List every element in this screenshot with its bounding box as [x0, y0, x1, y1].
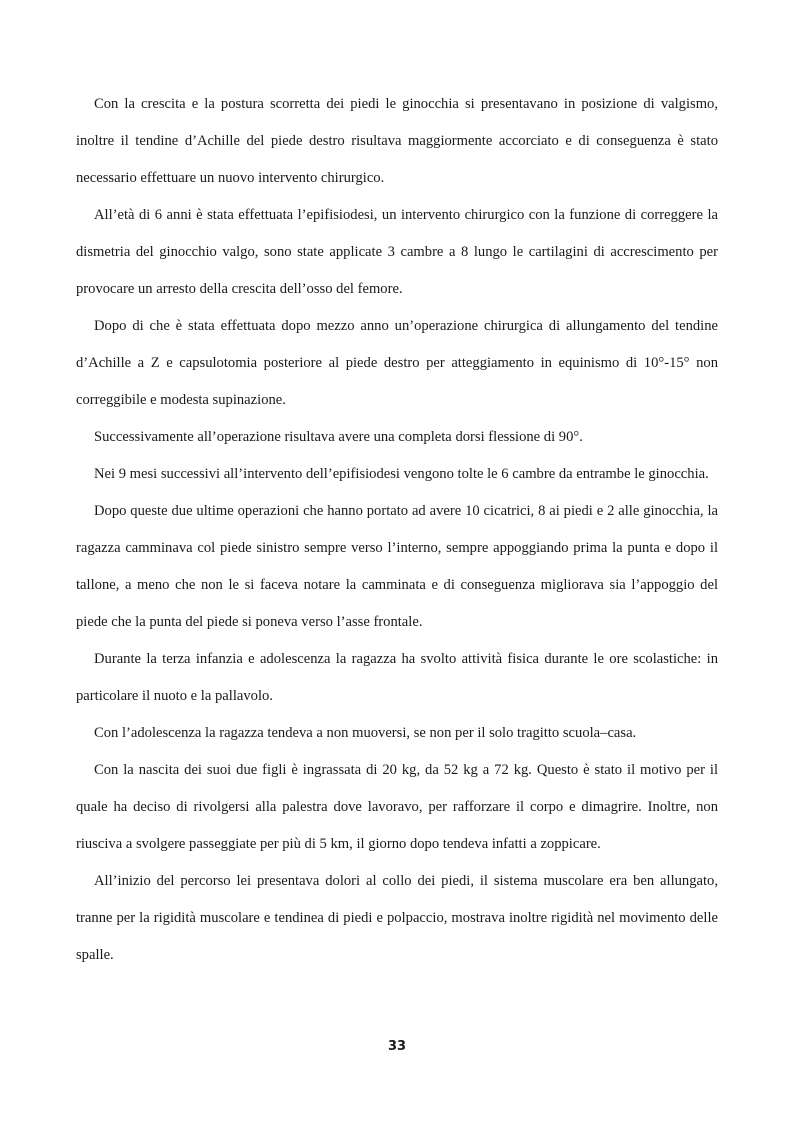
paragraph: Nei 9 mesi successivi all’intervento dell’epifisiodesi vengono tolte le 6 cambre da entrambe le ginocchia.	[94, 466, 709, 482]
paragraph: All’inizio del percorso lei presentava dolori al collo dei piedi, il sistema muscolare era ben allungato, tranne per la rigidità muscolare e tendinea di piedi e polpaccio, mostrava inoltre rigidità nel movimento delle spalle.	[76, 873, 718, 963]
paragraph: Dopo di che è stata effettuata dopo mezzo anno un’operazione chirurgica di allungamento del tendine d’Achille a Z e capsulotomia posteriore al piede destro per atteggiamento in equinismo di 10°-15° non correggibile e modesta supinazione.	[76, 318, 718, 408]
paragraph: Con la nascita dei suoi due figli è ingrassata di 20 kg, da 52 kg a 72 kg. Questo è stato il motivo per il quale ha deciso di rivolgersi alla palestra dove lavoravo, per rafforzare il corpo e dimagrire. Inoltre, non riusciva a svolgere passeggiate per più di 5 km, il giorno dopo tendeva infatti a zoppicare.	[76, 762, 718, 852]
paragraph: Dopo queste due ultime operazioni che hanno portato ad avere 10 cicatrici, 8 ai piedi e 2 alle ginocchia, la ragazza camminava col piede sinistro sempre verso l’interno, sempre appoggiando prima la punta e dopo il tallone, a meno che non le si faceva notare la camminata e di conseguenza migliorava sia l’appoggio del piede che la punta del piede si poneva verso l’asse frontale.	[76, 503, 718, 630]
paragraph: Con la crescita e la postura scorretta dei piedi le ginocchia si presentavano in posizione di valgismo, inoltre il tendine d’Achille del piede destro risultava maggiormente accorciato e di conseguenza è stato necessario effettuare un nuovo intervento chirurgico.	[76, 96, 718, 186]
paragraph: Con l’adolescenza la ragazza tendeva a non muoversi, se non per il solo tragitto scuola–casa.	[94, 725, 637, 741]
paragraph: Durante la terza infanzia e adolescenza la ragazza ha svolto attività fisica durante le ore scolastiche: in particolare il nuoto e la pallavolo.	[76, 651, 718, 704]
page-number: 33	[387, 1039, 407, 1054]
paragraph: All’età di 6 anni è stata effettuata l’epifisiodesi, un intervento chirurgico con la funzione di correggere la dismetria del ginocchio valgo, sono state applicate 3 cambre a 8 lungo le cartilagini di accrescimento per provocare un arresto della crescita dell’osso del femore.	[76, 207, 718, 297]
document-body	[76, 86, 718, 974]
paragraph: Successivamente all’operazione risultava avere una completa dorsi flessione di 90°.	[94, 429, 583, 445]
